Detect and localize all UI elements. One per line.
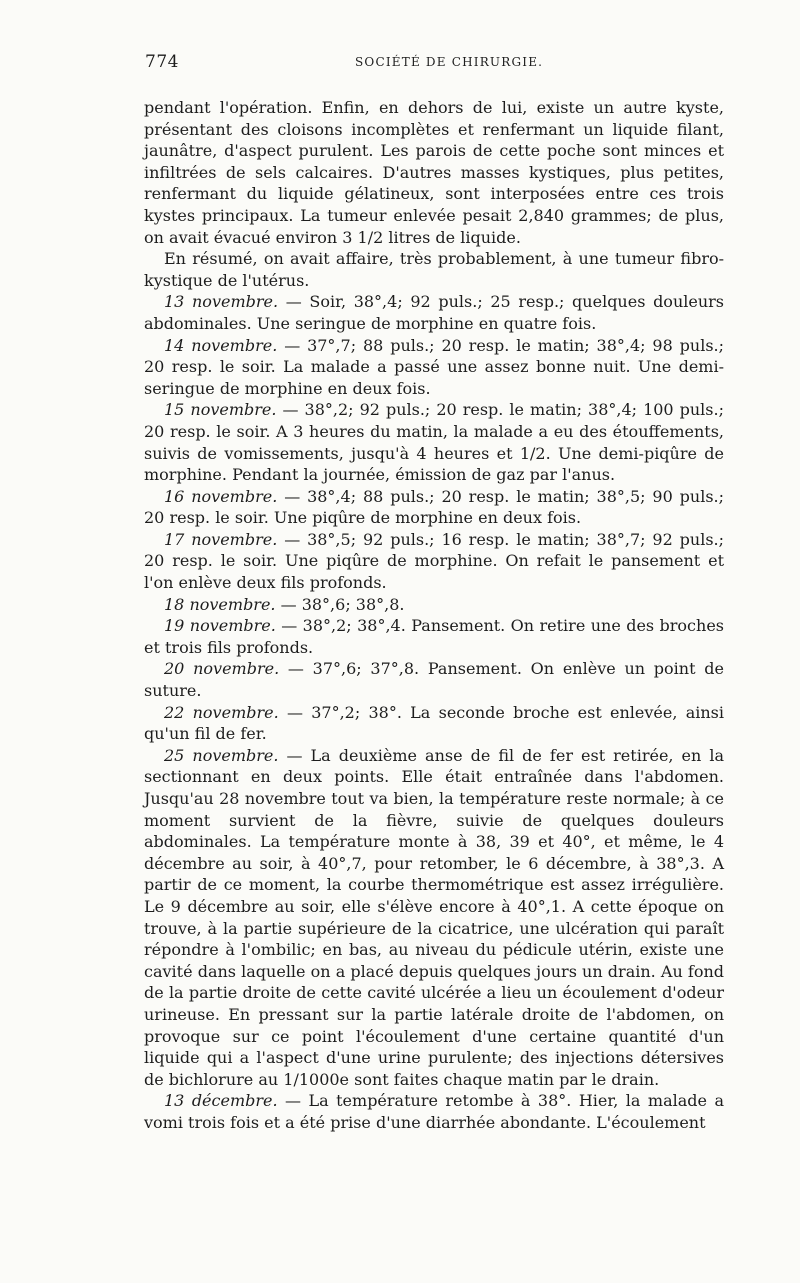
- paragraph-text: pendant l'opération. Enfin, en dehors de lui, existe un autre kyste, présentant des cloisons incomplètes et renfermant un liquide filant, jaunâtre, d'aspect purulent. Les parois de cette poche sont minces et infiltrées de sels calcaires. D'autres masses kystiques, plus petites, renfermant du liquide gélatineux, sont interposées entre ces trois kystes principaux. La tumeur enlevée pesait 2,840 grammes; de plus, on avait évacué environ 3 1/2 litres de liquide.: [144, 98, 724, 247]
- entry-date: 17 novembre.: [164, 529, 278, 549]
- paragraph-text: — 37°,2; 38°. La seconde broche est enlevée, ainsi qu'un fil de fer.: [144, 702, 724, 744]
- paragraph-text: — 37°,7; 88 puls.; 20 resp. le matin; 38°,4; 98 puls.; 20 resp. le soir. La malade a passé une assez bonne nuit. Une demi-seringue de morphine en deux fois.: [144, 335, 725, 398]
- paragraph: [144, 702, 724, 745]
- entry-date: 18 novembre.: [164, 594, 276, 614]
- entry-date: 19 novembre.: [164, 616, 276, 636]
- entry-date: 22 novembre.: [164, 702, 279, 722]
- paragraph-text: — 38°,2; 92 puls.; 20 resp. le matin; 38°,4; 100 puls.; 20 resp. le soir. A 3 heures du matin, la malade a eu des étouffements, suivis de vomissements, jusqu'à 4 heures et 1/2. Une demi-piqûre de morphine. Pendant la journée, émission de gaz par l'anus.: [144, 400, 724, 485]
- paragraph-text: — Soir, 38°,4; 92 puls.; 25 resp.; quelques douleurs abdominales. Une seringue de morphine en quatre fois.: [144, 292, 724, 333]
- paragraph: [144, 594, 724, 616]
- paragraph-text: — La température retombe à 38°. Hier, la malade a vomi trois fois et a été prise d'une diarrhée abondante. L'écoulement: [144, 1091, 724, 1132]
- entry-date: 20 novembre.: [164, 659, 280, 679]
- entry-date: 13 décembre.: [164, 1091, 278, 1111]
- paragraph-text: En résumé, on avait affaire, très probablement, à une tumeur fibro-kystique de l'utérus.: [144, 249, 724, 290]
- paragraph: [144, 399, 724, 485]
- paragraph-text: — 38°,6; 38°,8.: [275, 594, 405, 614]
- paragraph-text: — 37°,6; 37°,8. Pansement. On enlève un point de suture.: [144, 659, 724, 701]
- paragraph-text: — 38°,4; 88 puls.; 20 resp. le matin; 38°,5; 90 puls.; 20 resp. le soir. Une piqûre de morphine en deux fois.: [144, 486, 725, 528]
- paragraph: [144, 658, 724, 701]
- paragraph: [144, 97, 724, 248]
- paragraph-text: — 38°,5; 92 puls.; 16 resp. le matin; 38°,7; 92 puls.; 20 resp. le soir. Une piqûre de morphine. On refait le pansement et l'on enlève deux fils profonds.: [144, 529, 725, 593]
- page-number: 774: [145, 52, 179, 72]
- paragraph: [144, 615, 724, 658]
- paragraph: [144, 529, 724, 594]
- entry-date: 14 novembre.: [164, 335, 278, 355]
- paragraph: [144, 291, 724, 334]
- paragraph-text: — 38°,2; 38°,4. Pansement. On retire une des broches et trois fils profonds.: [144, 616, 724, 657]
- body-text: [144, 97, 724, 1134]
- entry-date: 13 novembre.: [164, 292, 279, 312]
- paragraph-text: — La deuxième anse de fil de fer est retirée, en la sectionnant en deux points. Elle était entraînée dans l'abdomen. Jusqu'au 28 novembre tout va bien, la température reste normale; à ce moment survient de la fièvre, suivie de quelques douleurs abdominales. La température monte à 38, 39 et 40°, et même, le 4 décembre au soir, à 40°,7, pour retomber, le 6 décembre, à 38°,3. A partir de ce moment, la courbe thermométrique est assez irrégulière. Le 9 décembre au soir, elle s'élève encore à 40°,1. A cette époque on trouve, à la partie supérieure de la cicatrice, une ulcération qui paraît répondre à l'ombilic; en bas, au niveau du pédicule utérin, existe une cavité dans laquelle on a placé depuis quelques jours un drain. Au fond de la partie droite de cette cavité ulcérée a lieu un écoulement d'odeur urineuse. En pressant sur la partie latérale droite de l'abdomen, on provoque sur ce point l'écoulement d'une certaine quantité d'un liquide qui a l'aspect d'une urine purulente; des injections détersives de bichlorure au 1/1000e sont faites chaque matin par le drain.: [144, 745, 725, 1089]
- paragraph: [144, 486, 724, 529]
- running-title: SOCIÉTÉ DE CHIRURGIE.: [355, 55, 544, 69]
- paragraph: [144, 745, 724, 1091]
- entry-date: 15 novembre.: [164, 400, 277, 420]
- paragraph: [144, 248, 724, 291]
- paragraph: [144, 335, 724, 400]
- entry-date: 25 novembre.: [164, 745, 279, 765]
- page-header: [145, 52, 725, 78]
- paragraph: [144, 1090, 724, 1133]
- entry-date: 16 novembre.: [164, 486, 278, 506]
